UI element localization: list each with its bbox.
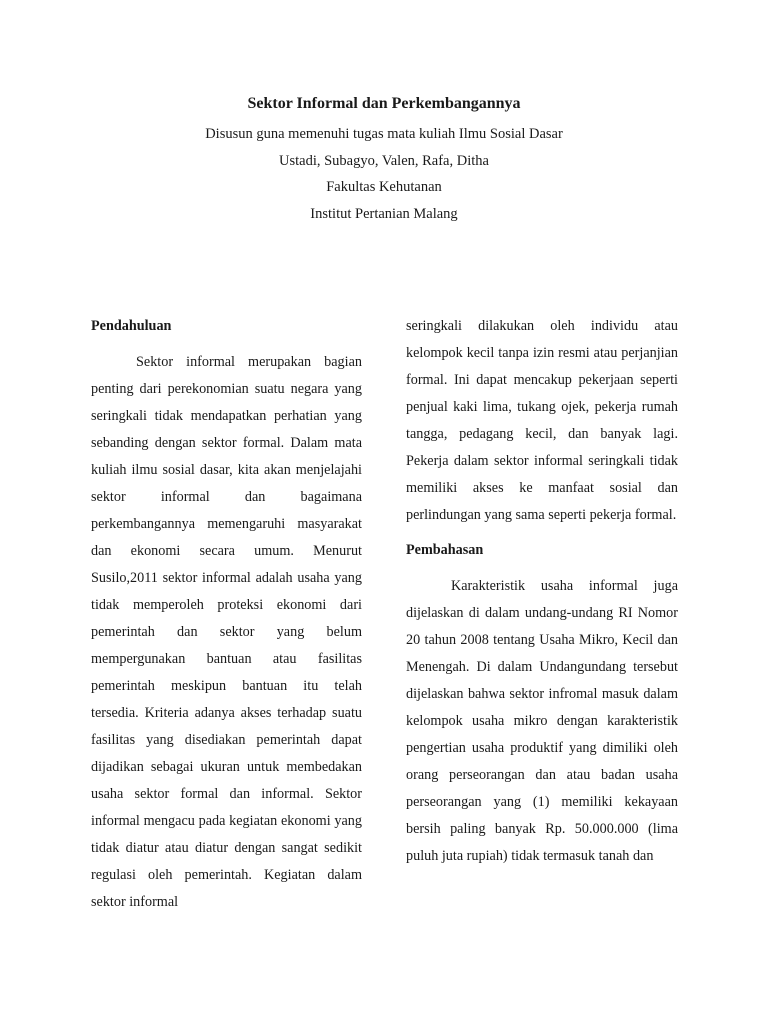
intro-paragraph: Sektor informal merupakan bagian penting dari perekonomian suatu negara yang seringkali tidak mendapatkan perhatian yang sebanding dengan sektor formal. Dalam mata kuliah ilmu sosial dasar, kita akan menjelajahi sektor informal dan bagaimana perkembangannya memengaruhi masyarakat dan ekonomi secara umum. Menurut Susilo,2011 sektor informal adalah usaha yang tidak memperoleh proteksi ekonomi dari pemerintah dan sektor yang belum mempergunakan bantuan atau fasilitas pemerintah meskipun bantuan itu telah tersedia. Kriteria adanya akses terhadap suatu fasilitas yang disediakan pemerintah dapat dijadikan sebagai ukuran untuk membedakan usaha sektor formal dan informal. Sektor informal mengacu pada kegiatan ekonomi yang tidak diatur atau diatur dengan sangat sedikit regulasi oleh pemerintah. Kegiatan dalam sektor informal bbox=[91, 354, 362, 910]
faculty-name: Fakultas Kehutanan bbox=[326, 179, 442, 195]
intro-continued-paragraph: seringkali dilakukan oleh individu atau kelompok kecil tanpa izin resmi atau perjanjian formal. Ini dapat mencakup pekerjaan seperti penjual kaki lima, tukang ojek, pekerja rumah tangga, pedagang kecil, dan banyak lagi. Pekerja dalam sektor informal seringkali tidak memiliki akses ke manfaat sosial dan perlindungan yang sama seperti pekerja formal. bbox=[406, 318, 678, 523]
right-column bbox=[406, 313, 678, 870]
author-list: Ustadi, Subagyo, Valen, Rafa, Ditha bbox=[279, 153, 489, 169]
document-subtitle: Disusun guna memenuhi tugas mata kuliah Ilmu Sosial Dasar bbox=[205, 126, 563, 142]
section-heading-pembahasan: Pembahasan bbox=[406, 542, 484, 558]
document-title: Sektor Informal dan Perkembangannya bbox=[247, 95, 521, 112]
institution-name: Institut Pertanian Malang bbox=[310, 206, 458, 222]
section-heading-pendahuluan: Pendahuluan bbox=[91, 318, 172, 334]
discussion-paragraph: Karakteristik usaha informal juga dijelaskan di dalam undang-undang RI Nomor 20 tahun 2008 tentang Usaha Mikro, Kecil dan Menengah. Di dalam Undangundang tersebut dijelaskan bahwa sektor infromal masuk dalam kelompok usaha mikro dengan karakteristik pengertian usaha produktif yang dimiliki oleh orang perseorangan dan atau badan usaha perseorangan yang (1) memiliki kekayaan bersih paling banyak Rp. 50.000.000 (lima puluh juta rupiah) tidak termasuk tanah dan bbox=[406, 578, 678, 864]
left-column bbox=[91, 313, 362, 916]
